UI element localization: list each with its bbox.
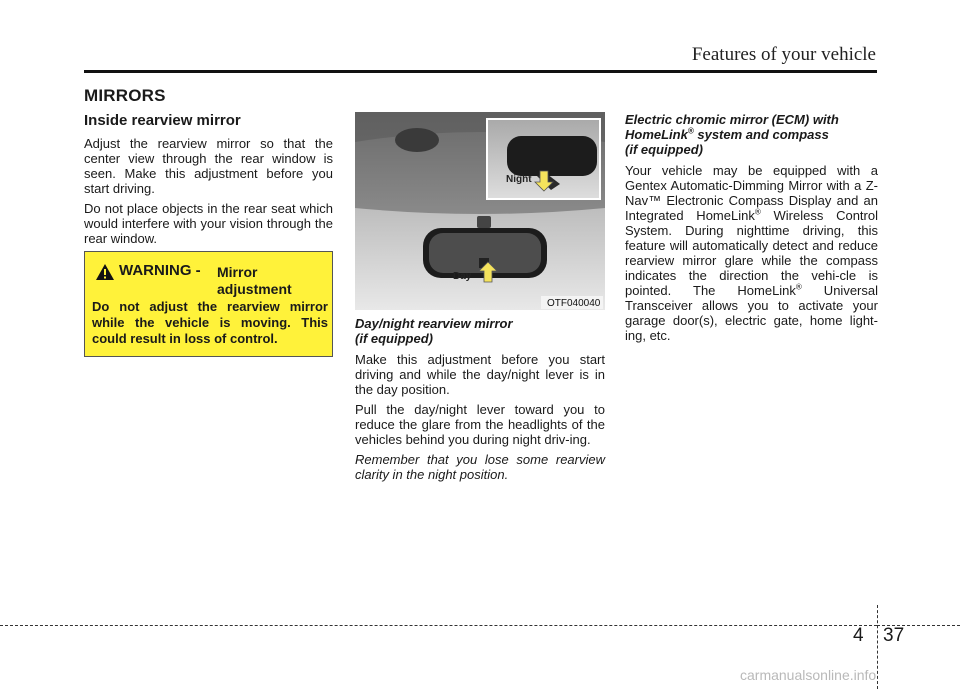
rearview-mirror-figure — [355, 112, 605, 310]
ecm-heading-line2-rest: system and compass — [693, 127, 829, 142]
section-title: MIRRORS — [84, 86, 166, 105]
day-label: Day — [453, 271, 472, 282]
day-night-heading — [355, 316, 605, 346]
ecm-text-part1: Your vehicle may be equipped with a Gentex Automatic-Dimming Mirror with a Z-Nav™ Electronic Compass Display and an Integrated HomeLink — [625, 163, 878, 223]
column-left — [84, 112, 333, 251]
page-number-separator — [877, 605, 878, 689]
ecm-paragraph — [625, 163, 878, 343]
night-label: Night — [506, 174, 532, 185]
day-night-heading-line2: (if equipped) — [355, 331, 433, 346]
warning-triangle-icon — [95, 263, 115, 281]
inside-mirror-heading: Inside rearview mirror — [84, 112, 241, 129]
day-night-paragraph-2: Pull the day/night lever toward you to reduce the glare from the headlights of the vehicles behind you during night driv-ing. — [355, 402, 605, 447]
figure-code: OTF040040 — [547, 298, 601, 309]
page-number: 37 — [883, 625, 905, 646]
registered-mark-2: ® — [795, 282, 802, 292]
ecm-heading-registered: ® — [687, 126, 694, 136]
watermark: carmanualsonline.info — [740, 667, 877, 683]
column-right — [625, 112, 878, 348]
warning-title: Mirror — [217, 264, 258, 280]
ecm-heading-line1: Electric chromic mirror (ECM) with — [625, 112, 839, 127]
registered-mark-1: ® — [754, 207, 761, 217]
warning-label: WARNING - — [119, 262, 201, 279]
inset-mirror-housing — [507, 136, 597, 176]
inside-mirror-paragraph-1: Adjust the rearview mirror so that the center view through the rear window is seen. Make this adjustment before you start driving. — [84, 136, 333, 196]
warning-box — [84, 251, 333, 357]
ecm-heading-line3: (if equipped) — [625, 142, 703, 157]
running-header: Features of your vehicle — [691, 44, 876, 65]
ecm-text-part3: Universal Transceiver allows you to activate your garage door(s), electric gate, home light-ing, etc. — [625, 283, 878, 343]
ecm-text-part2: Wireless Control System. During nighttime driving, this feature will automatically detect and reduce rearview mirror glare while the compass indicates the direction the vehi-cle is pointed. The HomeLink — [625, 208, 878, 298]
warning-body: Do not adjust the rearview mirror while the vehicle is moving. This could result in loss of control. — [92, 299, 328, 346]
ecm-heading-homelink: HomeLink — [625, 127, 688, 142]
chapter-number: 4 — [853, 625, 864, 646]
ecm-heading — [625, 112, 878, 157]
day-night-paragraph-1: Make this adjustment before you start driving and while the day/night lever is in the day position. — [355, 352, 605, 397]
column-middle — [355, 316, 605, 487]
map-lamp — [395, 128, 439, 152]
day-night-heading-line1: Day/night rearview mirror — [355, 316, 513, 331]
mirror-mount — [477, 216, 491, 228]
footer-rule — [0, 625, 877, 626]
day-night-note: Remember that you lose some rearview clarity in the night position. — [355, 452, 605, 482]
warning-title-continued: adjustment — [217, 281, 292, 297]
inside-mirror-paragraph-2: Do not place objects in the rear seat which would interfere with your vision through the rear window. — [84, 201, 333, 246]
header-rule — [84, 70, 877, 73]
